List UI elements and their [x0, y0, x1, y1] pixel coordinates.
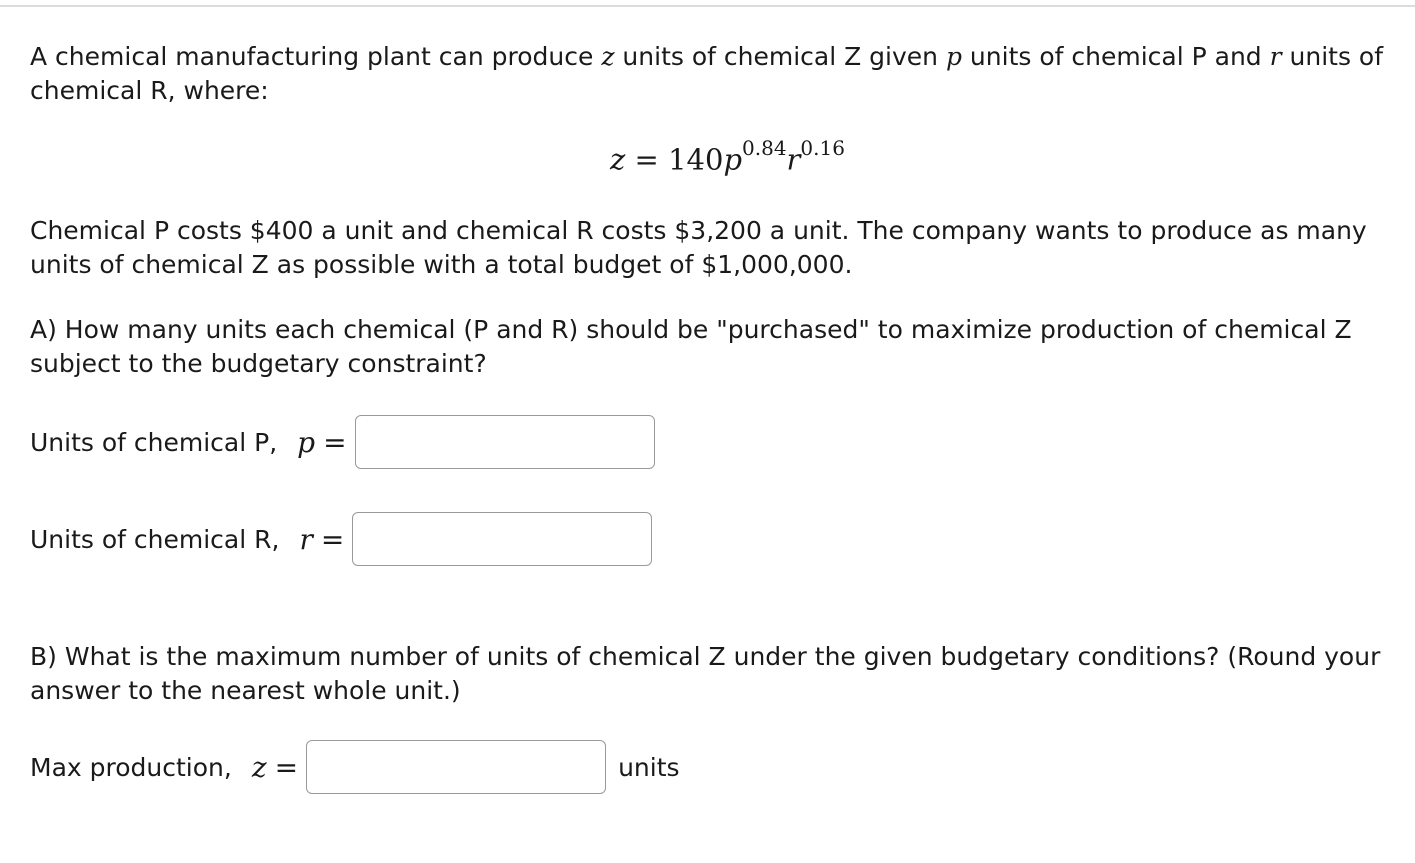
- z-answer-input[interactable]: [306, 740, 606, 794]
- r-label: Units of chemical R,: [30, 524, 280, 554]
- answer-row-r: Units of chemical R, r =: [30, 512, 652, 566]
- z-label: Max production,: [30, 752, 232, 782]
- units-label: units: [618, 752, 680, 782]
- exponent-r: 0.16: [800, 136, 845, 160]
- var-z: z: [601, 42, 615, 71]
- exponent-p: 0.84: [742, 136, 787, 160]
- top-divider: [0, 5, 1415, 7]
- var-r: r: [1269, 42, 1282, 71]
- costs-paragraph: Chemical P costs $400 a unit and chemical R costs $3,200 a unit. The company wants to produce as many units of chemical Z as possible with a total budget of $1,000,000.: [30, 216, 1367, 279]
- production-equation: $z = 140p^{0.84}r^{0.16}$: [610, 136, 845, 177]
- intro-paragraph: A chemical manufacturing plant can produce z units of chemical Z given p units of chemical P and r units of chemical R, where:: [30, 42, 1384, 105]
- p-var: p: [297, 425, 316, 459]
- r-answer-input[interactable]: [352, 512, 652, 566]
- part-b-question: B) What is the maximum number of units of chemical Z under the given budgetary conditions? (Round your answer to the nearest whole unit.): [30, 642, 1381, 705]
- z-var: z: [251, 750, 267, 784]
- answer-row-z: Max production, z = units: [30, 740, 680, 794]
- p-answer-input[interactable]: [355, 415, 655, 469]
- part-a-question: A) How many units each chemical (P and R) should be "purchased" to maximize production of chemical Z subject to the budgetary constraint?: [30, 315, 1352, 378]
- answer-row-p: Units of chemical P, p =: [30, 415, 655, 469]
- r-var: r: [299, 522, 313, 556]
- var-p: p: [945, 42, 962, 71]
- p-label: Units of chemical P,: [30, 427, 278, 457]
